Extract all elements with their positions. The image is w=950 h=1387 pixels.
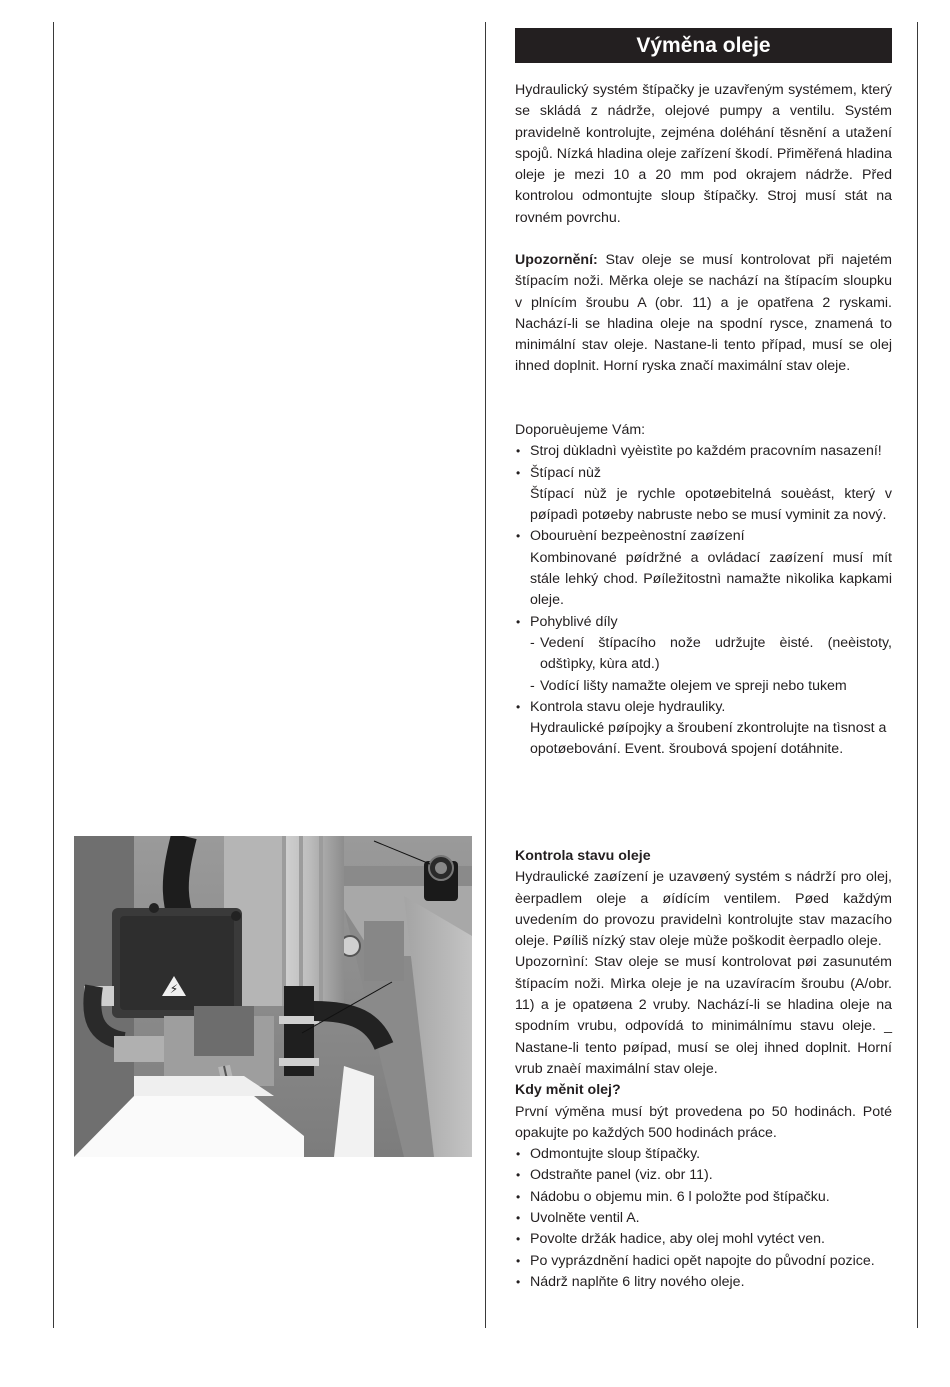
oil-change-steps	[515, 1144, 892, 1293]
warning-paragraph	[515, 250, 892, 378]
recommend-heading: Doporuèujeme Vám:	[515, 422, 646, 438]
oil-check-block	[515, 846, 892, 1293]
svg-text:⚡: ⚡	[169, 982, 179, 996]
list-item: • Odmontujte sloup štípačky.	[515, 1144, 892, 1165]
list-item: • Odstraňte panel (viz. obr 11).	[515, 1165, 892, 1186]
when-paragraph: První výměna musí být provedena po 50 hodinách. Poté opakujte po každých 500 hodinách práce.	[515, 1103, 892, 1141]
warning-label: Upozornění:	[515, 252, 598, 268]
section-title: Výměna oleje	[515, 28, 892, 63]
left-margin-rule	[53, 22, 54, 1328]
list-item-title: • Kontrola stavu oleje hydrauliky.	[530, 698, 726, 715]
list-item: - Vedení štípacího nože udržujte èisté. (neèistoty, odštìpky, kùra atd.)	[530, 633, 892, 676]
list-item	[515, 441, 892, 462]
oil-check-paragraph-1: Hydraulické zaøízení je uzavøený systém s nádrží pro olej, èerpadlem oleje a øídícím ventilem. Pøed každým uvedením do provozu pravidelnì kontrolujte stav mazacího oleje. Pøíliš nízký stav oleje mùže poškodit èerpadlo oleje.	[515, 869, 892, 950]
machine-photo	[74, 836, 472, 1157]
list-item-body: Kombinované pøídržné a ovládací zaøízení musí mít stále lehký chod. Pøíležitostnì namažte nìkolika kapkami oleje.	[530, 549, 892, 609]
list-item-title: • Štípací nùž	[530, 464, 601, 481]
right-margin-rule	[917, 22, 918, 1328]
list-item: • Povolte držák hadice, aby olej mohl vytéct ven.	[515, 1229, 892, 1250]
recommend-block	[515, 420, 892, 761]
list-item-title: • Obouruèní bezpeènostní zaøízení	[530, 528, 745, 545]
list-item-title: Stroj dùkladnì vyèistìte po každém pracovním nasazení!	[530, 443, 882, 460]
list-item-body: Hydraulické pøípojky a šroubení zkontrolujte na tìsnost a opotøebování. Event. šroubová spojení dotáhnite.	[530, 720, 887, 758]
intro-paragraph: Hydraulický systém štípačky je uzavřeným systémem, který se skládá z nádrže, olejové pumpy a ventilu. Systém pravidelně kontrolujte, zejména doléhání těsnění a utažení spojů. Nízká hladina oleje zařízení škodí. Přiměřená hladina oleje je mezi 10 a 20 mm pod okrajem nádrže. Před kontrolou odmontujte sloup štípačky. Stroj musí stát na rovném povrchu.	[515, 82, 892, 226]
list-item: • Uvolněte ventil A.	[515, 1208, 892, 1229]
when-heading: Kdy měnit olej?	[515, 1082, 621, 1099]
column-divider-rule	[485, 22, 486, 1328]
list-item: • Po vyprázdnění hadici opět napojte do původní pozice.	[515, 1251, 892, 1272]
oil-check-paragraph-2: Upozornìní: Stav oleje se musí kontrolovat pøi zasunutém štípacím noži. Mìrka oleje je na uzavíracím šroubu (A/obr. 11) a je opatøena 2 vruby. Nachází-li se hladina oleje na spodním vrubu, odpovídá to minimálnímu stavu oleje. _ Nastane-li tento pøípad, musí se olej ihned doplnit. Horní vrub znaèí maximální stav oleje.	[515, 954, 892, 1077]
intro-block	[515, 80, 892, 229]
list-item	[515, 697, 892, 761]
warning-text: Stav oleje se musí kontrolovat při najetém štípacím noži. Měrka oleje se nachází na štípacím sloupku v plnícím šroubu A (obr. 11) a je opatřena 2 ryskami. Nachází-li se hladina oleje na spodní rysce, znamená to minimální stav oleje. Nastane-li tento případ, musí se olej ihned doplnit. Horní ryska značí maximální stav oleje.	[515, 252, 892, 375]
warning-block	[515, 250, 892, 378]
moving-parts-list	[530, 633, 892, 697]
list-item	[515, 463, 892, 527]
list-item-title: • Pohyblivé díly	[530, 613, 618, 630]
list-item	[515, 526, 892, 611]
list-item: • Nádobu o objemu min. 6 l položte pod štípačku.	[515, 1187, 892, 1208]
oil-check-heading: Kontrola stavu oleje	[515, 848, 651, 864]
list-item	[515, 612, 892, 697]
list-item: - Vodící lišty namažte olejem ve spreji nebo tukem	[530, 676, 892, 697]
list-item: • Nádrž naplňte 6 litry nového oleje.	[515, 1272, 892, 1293]
recommend-list	[515, 441, 892, 760]
list-item-body: Štípací nùž je rychle opotøebitelná souèást, který v pøípadì potøeby nabruste nebo se musí vyminit za nový.	[530, 485, 892, 524]
